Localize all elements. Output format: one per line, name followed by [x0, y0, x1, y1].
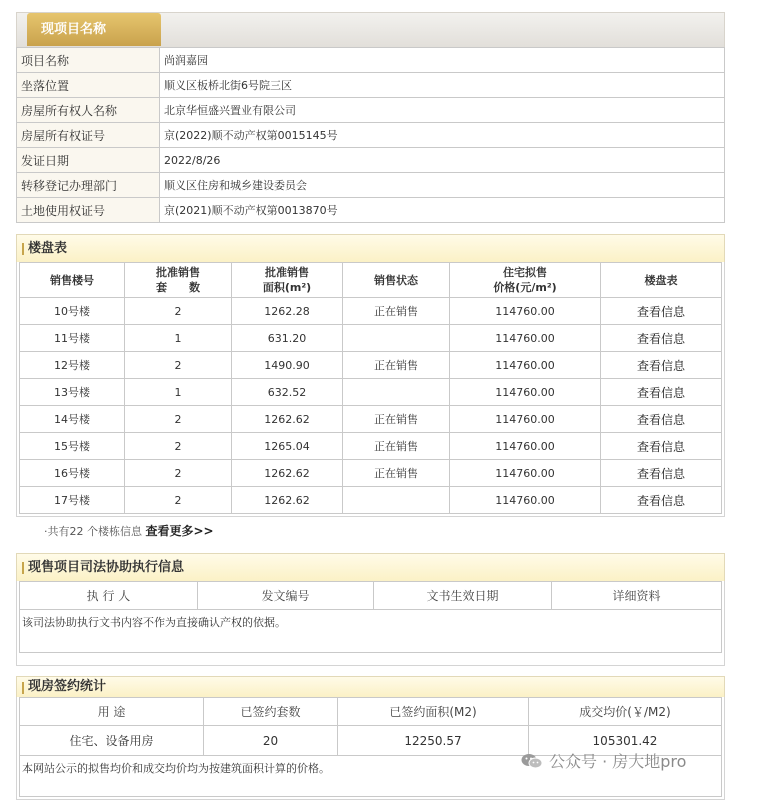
building-units: 2 [125, 433, 232, 460]
building-row [20, 460, 722, 487]
col-details: 详细资料 [552, 582, 722, 610]
col-area-line2: 面积(m²) [262, 281, 312, 294]
building-row [20, 352, 722, 379]
info-row [17, 98, 725, 123]
building-price: 114760.00 [450, 352, 601, 379]
building-no: 17号楼 [20, 487, 125, 514]
judicial-box [16, 581, 725, 666]
view-info-link[interactable]: 查看信息 [601, 487, 722, 514]
col-area-line1: 批准销售 [265, 266, 309, 279]
building-units: 1 [125, 325, 232, 352]
watermark-text: 公众号 · 房大地pro [549, 752, 687, 771]
building-status: 正在销售 [343, 406, 450, 433]
section-bar [22, 682, 24, 694]
building-units: 2 [125, 460, 232, 487]
building-status [343, 325, 450, 352]
section-bar [22, 243, 24, 255]
info-label: 坐落位置 [17, 73, 160, 98]
info-label: 项目名称 [17, 48, 160, 73]
info-row [17, 48, 725, 73]
col-avg-price: 成交均价(￥/M2) [529, 698, 722, 726]
judicial-table [19, 581, 722, 610]
buildings-table [19, 262, 722, 514]
building-units: 2 [125, 352, 232, 379]
col-units-line1: 批准销售 [156, 266, 200, 279]
view-info-link[interactable]: 查看信息 [601, 325, 722, 352]
judicial-title: 现售项目司法协助执行信息 [28, 560, 185, 575]
info-row [17, 173, 725, 198]
view-more-link[interactable]: 查看更多>> [145, 524, 214, 538]
info-label: 房屋所有权证号 [17, 123, 160, 148]
section-bar [22, 562, 24, 574]
judicial-note: 该司法协助执行文书内容不作为直接确认产权的依据。 [19, 610, 722, 653]
buildings-header-row [20, 263, 722, 298]
building-price: 114760.00 [450, 379, 601, 406]
building-no: 15号楼 [20, 433, 125, 460]
building-price: 114760.00 [450, 433, 601, 460]
col-units [125, 263, 232, 298]
col-area [232, 263, 343, 298]
view-info-link[interactable]: 查看信息 [601, 406, 722, 433]
building-area: 632.52 [232, 379, 343, 406]
building-row [20, 325, 722, 352]
signing-note: 本网站公示的拟售均价和成交均价均为按建筑面积计算的价格。 [19, 756, 722, 797]
info-row [17, 123, 725, 148]
col-price [450, 263, 601, 298]
building-units: 2 [125, 298, 232, 325]
info-label: 转移登记办理部门 [17, 173, 160, 198]
building-row [20, 379, 722, 406]
building-no: 13号楼 [20, 379, 125, 406]
building-status: 正在销售 [343, 298, 450, 325]
view-info-link[interactable]: 查看信息 [601, 352, 722, 379]
info-row [17, 73, 725, 98]
info-value: 顺义区板桥北街6号院三区 [160, 73, 725, 98]
judicial-header-row [20, 582, 722, 610]
buildings-box [16, 262, 725, 517]
view-info-link[interactable]: 查看信息 [601, 379, 722, 406]
building-price: 114760.00 [450, 406, 601, 433]
building-units: 2 [125, 406, 232, 433]
col-building-no: 销售楼号 [20, 263, 125, 298]
building-row [20, 487, 722, 514]
building-no: 12号楼 [20, 352, 125, 379]
building-status: 正在销售 [343, 352, 450, 379]
signing-header-row [20, 698, 722, 726]
info-label: 土地使用权证号 [17, 198, 160, 223]
info-value: 2022/8/26 [160, 148, 725, 173]
building-status: 正在销售 [343, 433, 450, 460]
col-price-line2: 价格(元/m²) [493, 281, 557, 294]
building-count-text: ·共有22 个楼栋信息 [44, 525, 142, 538]
building-units: 1 [125, 379, 232, 406]
col-signed-count: 已签约套数 [204, 698, 338, 726]
building-row [20, 433, 722, 460]
building-area: 1265.04 [232, 433, 343, 460]
building-price: 114760.00 [450, 325, 601, 352]
building-area: 1262.62 [232, 460, 343, 487]
watermark [521, 749, 686, 772]
building-row [20, 298, 722, 325]
building-area: 1262.28 [232, 298, 343, 325]
more-row [16, 517, 725, 545]
signing-count: 20 [204, 726, 338, 756]
building-status [343, 379, 450, 406]
project-tab-bar [16, 12, 725, 47]
signing-area: 12250.57 [338, 726, 529, 756]
project-info-table [16, 47, 725, 223]
buildings-title: 楼盘表 [28, 241, 68, 256]
building-area: 1490.90 [232, 352, 343, 379]
info-value: 顺义区住房和城乡建设委员会 [160, 173, 725, 198]
info-label: 房屋所有权人名称 [17, 98, 160, 123]
project-tab[interactable]: 现项目名称 [27, 13, 161, 46]
buildings-header [16, 234, 725, 262]
building-units: 2 [125, 487, 232, 514]
building-no: 10号楼 [20, 298, 125, 325]
col-executor: 执 行 人 [20, 582, 198, 610]
info-label: 发证日期 [17, 148, 160, 173]
info-value: 京(2021)顺不动产权第0013870号 [160, 198, 725, 223]
info-value: 京(2022)顺不动产权第0015145号 [160, 123, 725, 148]
signing-title: 现房签约统计 [28, 679, 107, 694]
info-value: 北京华恒盛兴置业有限公司 [160, 98, 725, 123]
building-price: 114760.00 [450, 298, 601, 325]
signing-header [16, 676, 725, 697]
judicial-header [16, 553, 725, 581]
building-status [343, 487, 450, 514]
info-row [17, 148, 725, 173]
col-use: 用 途 [20, 698, 204, 726]
view-info-link[interactable]: 查看信息 [601, 460, 722, 487]
col-doc-no: 发文编号 [198, 582, 374, 610]
building-area: 631.20 [232, 325, 343, 352]
page [16, 12, 725, 800]
view-info-link[interactable]: 查看信息 [601, 433, 722, 460]
building-no: 16号楼 [20, 460, 125, 487]
signing-table [19, 697, 722, 756]
col-price-line1: 住宅拟售 [503, 266, 547, 279]
building-price: 114760.00 [450, 487, 601, 514]
col-effective-date: 文书生效日期 [374, 582, 552, 610]
signing-use: 住宅、设备用房 [20, 726, 204, 756]
wechat-icon [521, 753, 543, 769]
building-price: 114760.00 [450, 460, 601, 487]
signing-price: 105301.42 [529, 726, 722, 756]
col-signed-area: 已签约面积(M2) [338, 698, 529, 726]
building-area: 1262.62 [232, 406, 343, 433]
building-no: 14号楼 [20, 406, 125, 433]
info-row [17, 198, 725, 223]
col-units-line2: 套 数 [156, 281, 200, 294]
building-no: 11号楼 [20, 325, 125, 352]
col-floorplan: 楼盘表 [601, 263, 722, 298]
building-row [20, 406, 722, 433]
building-area: 1262.62 [232, 487, 343, 514]
info-value: 尚润嘉园 [160, 48, 725, 73]
building-status: 正在销售 [343, 460, 450, 487]
col-status: 销售状态 [343, 263, 450, 298]
view-info-link[interactable]: 查看信息 [601, 298, 722, 325]
